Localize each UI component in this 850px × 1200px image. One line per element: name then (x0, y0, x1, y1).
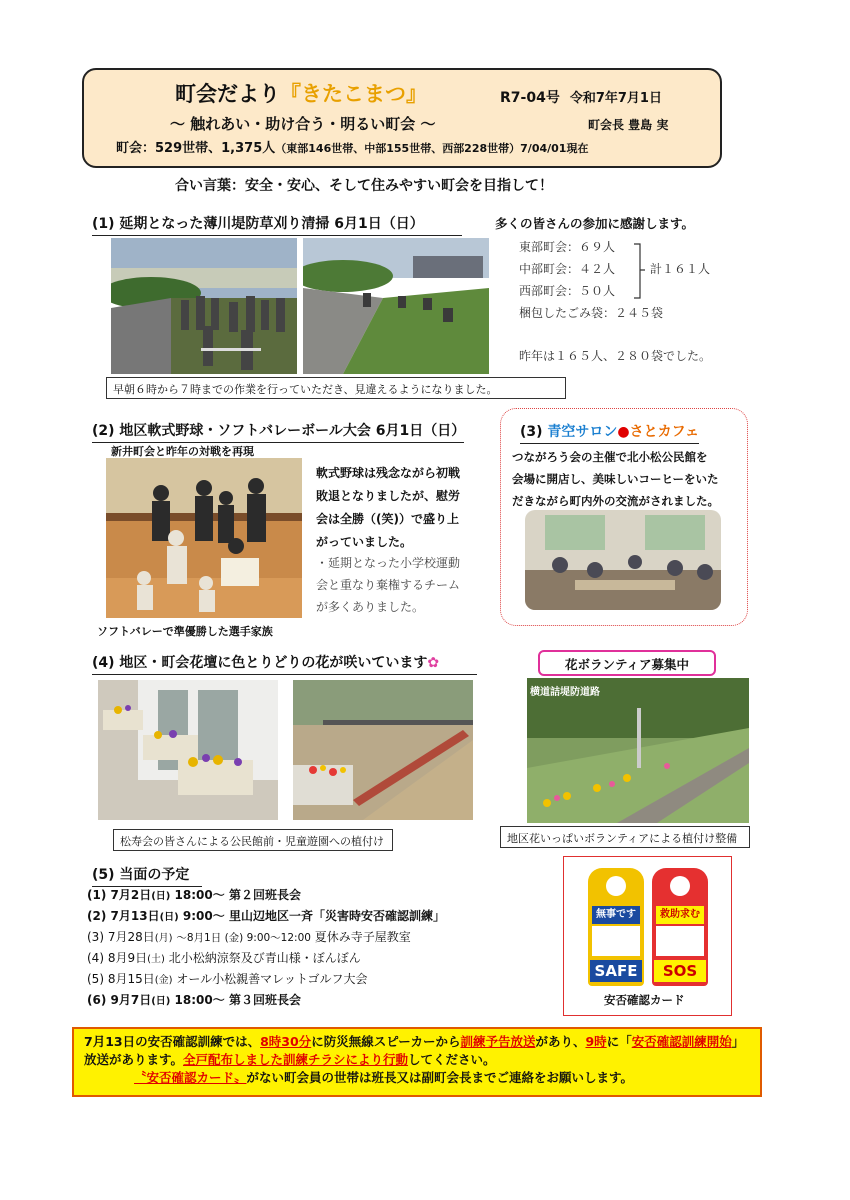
notice-card-name: 〝安否確認カード〟 (134, 1070, 247, 1085)
schedule-date: 9月7日 (110, 993, 152, 1007)
households-line (116, 137, 588, 156)
schedule-dow: (日) (151, 891, 171, 902)
schedule-date: 7月13日 (110, 909, 160, 923)
schedule-no: (1) (87, 888, 107, 902)
notice-text: がない町会員の世帯は班長又は副町会長までご連絡をお願いします。 (246, 1070, 634, 1085)
schedule-item (87, 949, 361, 966)
issue-date: 令和7年7月1日 (569, 91, 662, 106)
households-detail: （東部146世帯、中部155世帯、西部228世帯） (275, 142, 521, 155)
notice-text: 7月13日の安否確認訓練では、 (84, 1034, 261, 1049)
section3-text (512, 446, 719, 512)
households-main: 町会：529世帯、1,375人 (116, 141, 276, 156)
count-west: 西部町会：５０人 (519, 284, 616, 298)
section1-caption: 早朝６時から７時までの作業を行っていただき、見違えるようになりました。 (106, 377, 566, 399)
last-year: 昨年は１６５人、２８０袋でした。 (519, 349, 712, 363)
section2-text-line: 軟式野球は残念ながら初戦 (316, 466, 461, 480)
notice-text: に「 (606, 1034, 632, 1049)
section2-text-line: 会は全勝（(笑)）で盛り上 (316, 512, 459, 526)
volunteer-photo (527, 678, 749, 823)
section4-title (92, 652, 477, 675)
schedule-dow: (日) (151, 996, 171, 1007)
notice-flyer: 全戸配布しました訓練チラシにより行動 (183, 1052, 409, 1067)
section2-photo-caption-bottom: ソフトバレーで準優勝した選手家族 (97, 625, 273, 638)
schedule-item (87, 970, 368, 987)
schedule-dow: (土) (147, 954, 165, 965)
section3-text-line: だきながら町内外の交流がされました。 (512, 494, 719, 508)
volunteer-recruit-badge: 花ボランティア募集中 (538, 650, 716, 676)
flowerbed-photo-2 (293, 680, 473, 820)
safe-card-title: 無事です (592, 906, 640, 924)
sos-card-label: SOS (654, 960, 706, 982)
sos-card (652, 868, 708, 986)
notice-text: に防災無線スピーカーから (311, 1034, 461, 1049)
section2-title: (2) 地区軟式野球・ソフトバレーボール大会 6月1日（日） (92, 420, 464, 443)
salon-name: 青空サロン (547, 424, 618, 440)
volunteer-photo-label: 横道詰堤防道路 (530, 687, 600, 698)
cleanup-photo-2 (303, 238, 489, 374)
section1-thanks: 多くの皆さんの参加に感謝します。 (495, 216, 695, 231)
title-name: 『きたこまつ』 (280, 82, 427, 106)
schedule-time: 9:00～ (182, 909, 225, 923)
section3-title (520, 421, 699, 444)
section2-text-line: がっていました。 (316, 535, 413, 549)
schedule-item (87, 886, 301, 903)
schedule-event: 里山辺地区一斉「災害時安否確認訓練」 (228, 909, 445, 923)
schedule-event: 第３回班長会 (228, 993, 301, 1007)
households-date: 7/04/01現在 (520, 142, 589, 155)
schedule-date: 8月15日 (107, 972, 155, 986)
section2-note-line: ・延期となった小学校運動 (316, 556, 461, 570)
section4-title-text: (4) 地区・町会花壇に色とりどりの花が咲いています (92, 655, 428, 671)
schedule-no: (4) (87, 951, 104, 965)
cleanup-photo-1 (111, 238, 297, 374)
schedule-date: 8月9日 (107, 951, 148, 965)
schedule-dow: (日) (159, 912, 179, 923)
notice-text: してください。 (408, 1052, 496, 1067)
notice-time-830: 8時30分 (260, 1034, 312, 1049)
schedule-event: オール小松親善マレットゴルフ大会 (176, 972, 368, 986)
garbage-bags: 梱包したごみ袋：２４５袋 (519, 306, 664, 320)
newsletter-title (175, 78, 427, 108)
schedule-time: 18:00～ (174, 993, 225, 1007)
bracket-icon (632, 242, 646, 302)
section3-text-line: つながろう会の主催で北小松公民館を (512, 450, 708, 464)
issue-info (500, 87, 662, 107)
section4-caption-right: 地区花いっぱいボランティアによる植付け整備 (500, 826, 750, 848)
schedule-no: (2) (87, 909, 107, 923)
section2-note-line: 会と重なり棄権するチーム (316, 578, 461, 592)
schedule-date: 7月28日 (107, 930, 155, 944)
safe-card-label: SAFE (590, 960, 642, 982)
schedule-time: ～8月1日 (金) 9:00～12:00 (176, 932, 311, 944)
schedule-date: 7月2日 (110, 888, 152, 902)
notice-preannounce: 訓練予告放送 (460, 1034, 536, 1049)
cafe-name: さとカフェ (629, 424, 699, 440)
notice-time-9: 9時 (585, 1034, 607, 1049)
schedule-dow: (月) (154, 933, 173, 944)
title-prefix: 町会だより (175, 82, 280, 106)
schedule-dow: (金) (154, 975, 173, 986)
count-east: 東部町会：６９人 (519, 240, 616, 254)
sos-card-title: 救助求む (656, 906, 704, 924)
section3-text-line: 会場に開店し、美味しいコーヒーをいた (512, 472, 719, 486)
schedule-item (87, 907, 445, 924)
schedule-item (87, 928, 411, 945)
schedule-time: 18:00～ (174, 888, 225, 902)
section4-caption-left: 松寿会の皆さんによる公民館前・児童遊園への植付け (113, 829, 393, 851)
safety-card-caption: 安否確認カード (604, 993, 685, 1007)
safe-card (588, 868, 644, 986)
apple-icon: ● (617, 424, 630, 440)
schedule-no: (5) (87, 972, 104, 986)
schedule-no: (3) (87, 930, 104, 944)
motto: 合い言葉：安全・安心、そして住みやすい町会を目指して！ (175, 178, 553, 194)
issue-number: R7-04号 (500, 90, 560, 106)
notice-box (72, 1027, 762, 1097)
hanger-hole-icon (606, 876, 626, 896)
schedule-no: (6) (87, 993, 107, 1007)
notice-start: 安否確認訓練開始 (631, 1034, 732, 1049)
flower-icon: ✿ (427, 655, 440, 671)
cafe-photo (525, 510, 721, 610)
section2-text-line: 敗退となりましたが、慰労 (316, 489, 461, 503)
flowerbed-photo-1 (98, 680, 278, 820)
section2-photo-caption-top: 新井町会と昨年の対戦を再現 (111, 445, 254, 458)
section5-title: (5) 当面の予定 (92, 864, 202, 887)
section3-number: (3) (520, 424, 543, 440)
hanger-hole-icon (670, 876, 690, 896)
schedule-event: 第２回班長会 (228, 888, 301, 902)
section2-text (316, 462, 460, 554)
schedule-item (87, 991, 301, 1008)
safe-card-body (592, 926, 640, 956)
notice-text: 」放送があります。 (84, 1034, 745, 1067)
schedule-event: 北小松納涼祭及び青山様・ぼんぼん (168, 951, 361, 965)
chairman: 町会長 豊島 実 (588, 118, 669, 132)
volleyball-team-photo (106, 458, 302, 618)
count-total: 計１６１人 (650, 262, 711, 276)
sos-card-body (656, 926, 704, 956)
notice-text: があり、 (535, 1034, 586, 1049)
count-central: 中部町会：４２人 (519, 262, 616, 276)
newsletter-subtitle: ～ 触れあい・助け合う・明るい町会 ～ (170, 115, 436, 133)
section1-title: (1) 延期となった薄川堤防草刈り清掃 6月1日（日） (92, 213, 462, 236)
section2-note-line: が多くありました。 (316, 600, 425, 614)
section2-note (316, 552, 460, 618)
schedule-event: 夏休み寺子屋教室 (314, 930, 411, 944)
